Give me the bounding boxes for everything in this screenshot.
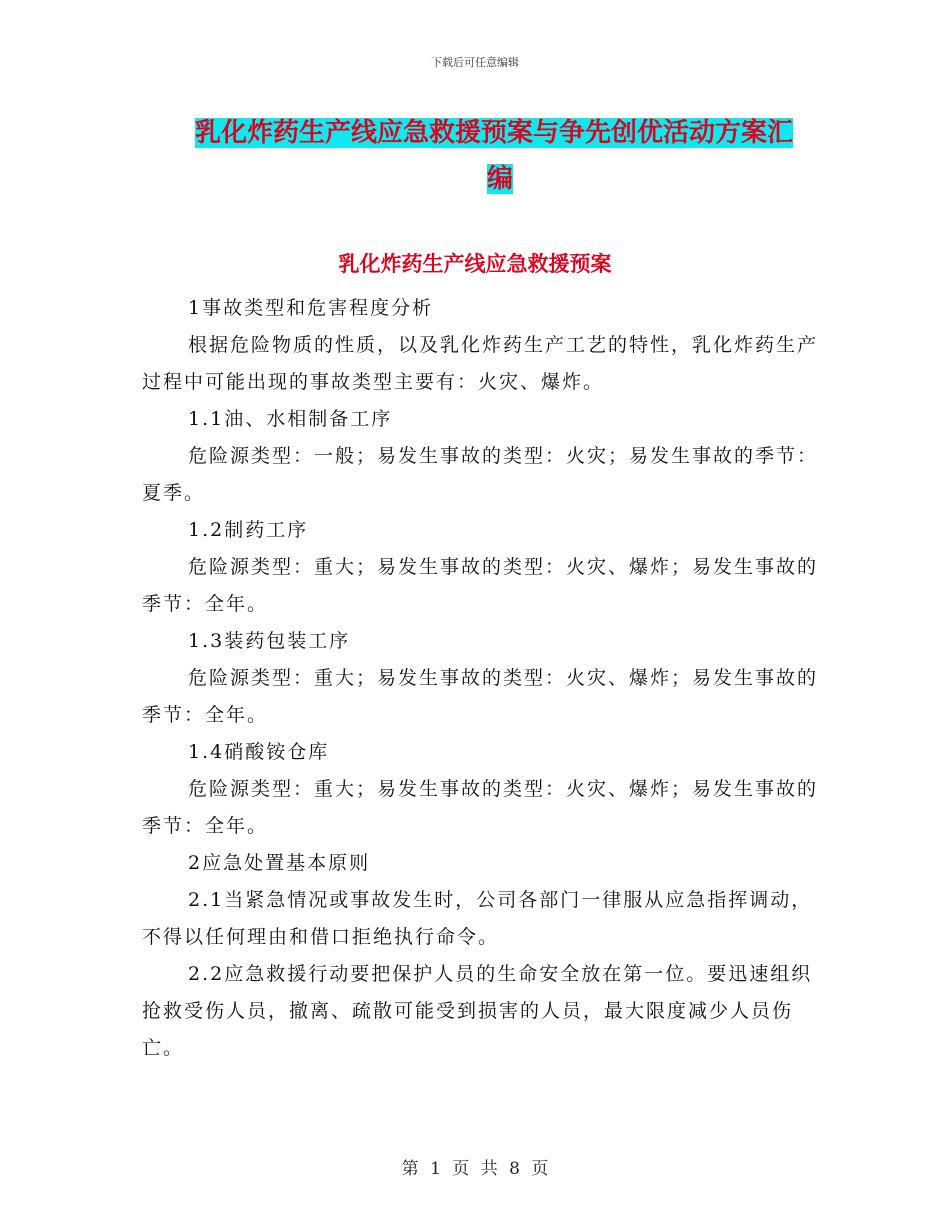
paragraph: 危险源类型：重大；易发生事故的类型：火灾、爆炸；易发生事故的季节：全年。 (142, 778, 819, 837)
paragraph: 2应急处置基本原则 (188, 852, 371, 874)
document-body (142, 290, 832, 1067)
paragraph: 根据危险物质的性质，以及乳化炸药生产工艺的特性，乳化炸药生产过程中可能出现的事故类型主要有：火灾、爆炸。 (142, 334, 819, 393)
paragraph: 危险源类型：重大；易发生事故的类型：火灾、爆炸；易发生事故的季节：全年。 (142, 556, 819, 615)
paragraph: 2.2应急救援行动要把保护人员的生命安全放在第一位。要迅速组织抢救受伤人员，撤离、疏散可能受到损害的人员，最大限度减少人员伤亡。 (142, 963, 813, 1059)
paragraph: 危险源类型：一般；易发生事故的类型：火灾；易发生事故的季节：夏季。 (142, 445, 819, 504)
section-title: 乳化炸药生产线应急救援预案 (338, 252, 612, 276)
paragraph: 1.1油、水相制备工序 (188, 408, 393, 430)
header-note: 下载后可任意编辑 (431, 56, 519, 69)
paragraph: 1.2制药工序 (188, 519, 309, 541)
paragraph: 2.1当紧急情况或事故发生时，公司各部门一律服从应急指挥调动，不得以任何理由和借口拒绝执行命令。 (142, 889, 813, 948)
paragraph: 危险源类型：重大；易发生事故的类型：火灾、爆炸；易发生事故的季节：全年。 (142, 667, 819, 726)
paragraph: 1事故类型和危害程度分析 (188, 297, 434, 319)
paragraph: 1.3装药包装工序 (188, 630, 351, 652)
page-footer: 第 1 页 共 8 页 (401, 1159, 549, 1179)
paragraph: 1.4硝酸铵仓库 (188, 741, 330, 763)
title-line-2: 编 (486, 164, 513, 194)
title-line-1: 乳化炸药生产线应急救援预案与争先创优活动方案汇 (195, 118, 794, 148)
document-title (195, 110, 805, 202)
